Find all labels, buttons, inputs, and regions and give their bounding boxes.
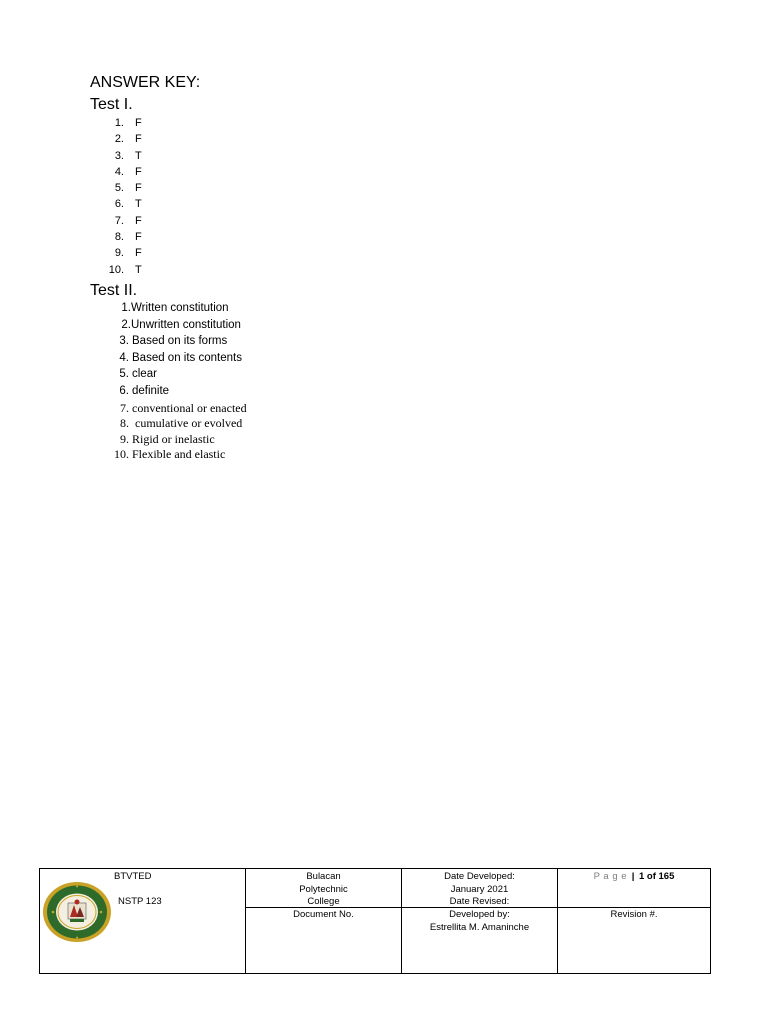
item-number: 3.: [114, 149, 124, 162]
item-answer: T: [135, 198, 142, 211]
item-answer: clear: [132, 368, 157, 380]
item-answer: T: [135, 149, 142, 162]
revision-label: Revision #.: [610, 909, 658, 920]
item-number: 2.: [121, 318, 131, 331]
item-number: 5.: [114, 182, 124, 195]
item-number: 1.: [121, 302, 131, 314]
item-answer: conventional or enacted: [132, 401, 247, 415]
item-number: 8.: [120, 416, 129, 431]
item-answer: Flexible and elastic: [132, 446, 226, 461]
list-item: [0, 368, 400, 385]
item-number: 9.: [120, 431, 129, 446]
list-item: [0, 231, 400, 247]
list-item: [0, 335, 400, 352]
list-item: [0, 319, 400, 336]
college-seal-logo: [42, 881, 112, 943]
item-number: 8.: [114, 231, 124, 244]
page-separator: |: [631, 871, 635, 882]
list-item: [0, 302, 400, 319]
item-answer: Based on its forms: [132, 335, 228, 347]
institution-line-3: College: [307, 896, 340, 907]
date-developed-value: January 2021: [450, 883, 509, 895]
item-answer: Rigid or inelastic: [132, 431, 215, 446]
list-item: [0, 215, 400, 231]
list-item: [0, 416, 400, 431]
item-number: 9.: [114, 247, 124, 260]
list-item: [0, 182, 400, 198]
program-label: BTVTED: [114, 871, 152, 882]
item-answer: F: [135, 133, 142, 146]
list-item: [0, 247, 400, 263]
developed-by-label: Developed by:: [449, 909, 510, 920]
page-value: 1 of 165: [639, 871, 675, 882]
item-answer: F: [135, 182, 142, 195]
test2-answer-list: [0, 302, 400, 462]
item-answer: Based on its contents: [132, 351, 242, 364]
institution-line-1: Bulacan: [306, 871, 341, 882]
institution-name: [246, 871, 401, 909]
item-answer: F: [135, 231, 142, 244]
list-item: [0, 133, 400, 149]
item-number: 10.: [108, 263, 124, 276]
answer-key-title: ANSWER KEY:: [90, 74, 201, 91]
item-number: 10.: [114, 446, 129, 461]
document-footer-table: [39, 868, 711, 974]
item-answer: F: [135, 117, 142, 129]
item-number: 7.: [114, 214, 124, 227]
item-number: 7.: [120, 401, 129, 415]
item-number: 6.: [114, 198, 124, 211]
item-number: 5.: [119, 368, 129, 380]
document-no-label: Document No.: [293, 909, 354, 920]
item-answer: Unwritten constitution: [131, 318, 241, 331]
item-number: 6.: [119, 384, 129, 397]
date-developed-label: Date Developed:: [444, 871, 515, 882]
page-indicator: [558, 871, 710, 884]
item-answer: definite: [132, 384, 170, 397]
list-item: [0, 401, 400, 416]
item-answer: T: [135, 263, 142, 276]
item-number: 4.: [119, 351, 129, 364]
list-item: [0, 117, 400, 133]
item-number: 1.: [114, 117, 124, 129]
test1-title: Test I.: [90, 96, 133, 113]
test2-title: Test II.: [90, 282, 138, 299]
item-answer: F: [135, 214, 142, 227]
developed-by-value: Estrellita M. Amaninche: [429, 921, 530, 933]
test1-answer-list: [0, 117, 400, 280]
item-number: 3.: [119, 335, 129, 347]
list-item: [0, 447, 400, 462]
list-item: [0, 432, 400, 447]
institution-line-2: Polytechnic: [299, 883, 348, 895]
developer-info: [402, 909, 557, 934]
list-item: [0, 264, 400, 280]
item-number: 2.: [114, 133, 124, 146]
item-answer: F: [135, 247, 142, 260]
list-item: [0, 198, 400, 214]
list-item: [0, 385, 400, 402]
item-answer: Written constitution: [131, 302, 229, 314]
item-answer: F: [135, 165, 142, 178]
course-label: NSTP 123: [118, 896, 162, 907]
date-info: [402, 871, 557, 909]
list-item: [0, 166, 400, 182]
list-item: [0, 352, 400, 369]
item-number: 4.: [114, 165, 124, 178]
item-answer: cumulative or evolved: [132, 416, 243, 431]
page-label: P a g e: [593, 871, 628, 882]
date-revised-label: Date Revised:: [449, 896, 510, 907]
list-item: [0, 150, 400, 166]
